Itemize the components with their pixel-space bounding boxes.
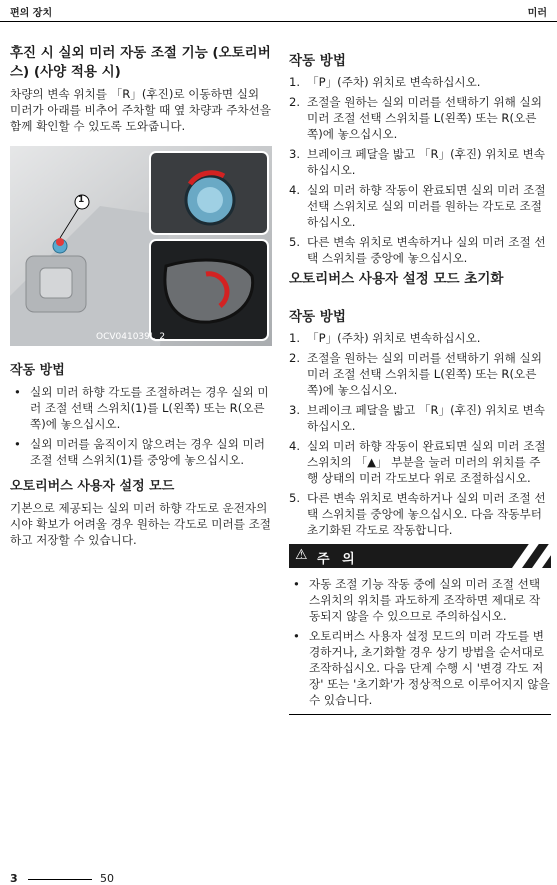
caution-bullet-list <box>289 576 551 708</box>
page-number: 50 <box>100 872 114 885</box>
step-item: 5. 다른 변속 위치로 변속하거나 실외 미러 조절 선택 스위치를 중앙에 놓으십시오. 다음 작동부터 초기화된 각도로 작동합니다. <box>289 491 546 537</box>
method-bullet-list <box>10 384 272 468</box>
method1-heading: 작동 방법 <box>289 53 346 69</box>
step-item: 2. 조절을 원하는 실외 미러를 선택하기 위해 실외 미러 조절 선택 스위치를 L(왼쪽) 또는 R(오른쪽)에 놓으십시오. <box>289 95 542 141</box>
intro-text: 차량의 변속 위치를 「R」(후진)로 이동하면 실외 미러가 아래를 비추어 주차할 때 옆 차량과 주차선을 함께 확인할 수 있도록 도와줍니다. <box>10 87 271 133</box>
list-item: • 자동 조절 기능 작동 중에 실외 미러 조절 선택 스위치의 위치를 과도하게 조작하면 제대로 작동되지 않을 수 있으므로 주의하십시오. <box>293 577 541 623</box>
step-item: 4. 실외 미러 하향 작동이 완료되면 실외 미러 조절 선택 스위치로 실외 미러를 원하는 각도로 조절하십시오. <box>289 183 546 229</box>
caution-end-rule <box>289 714 551 715</box>
method1-steps <box>289 74 551 266</box>
header-rule <box>0 21 557 22</box>
warning-triangle-icon: ⚠ <box>295 547 308 563</box>
page-title: 후진 시 실외 미러 자동 조절 기능 (오토리버스) (사양 적용 시) <box>10 45 271 80</box>
user-mode-text: 기본으로 제공되는 실외 미러 하향 각도로 운전자의 시야 확보가 어려울 경우 원하는 각도로 미러를 조절하고 저장할 수 있습니다. <box>10 501 271 547</box>
section-title: 편의 장치 <box>10 8 53 19</box>
caution-banner <box>289 544 551 568</box>
list-item: • 오토리버스 사용자 설정 모드의 미러 각도를 변경하거나, 초기화할 경우 상기 방법을 순서대로 조작하십시오. 다음 단계 수행 시 '변경 각도 저장' 또는 '초기화'가 정상적으로 이루어지지 않을 수 있습니다. <box>293 629 550 707</box>
left-column <box>10 44 272 548</box>
mirror-switch-figure <box>10 146 272 346</box>
figure-ref-code: OCV041039L_2 <box>96 332 166 342</box>
figure-illustration <box>10 146 272 346</box>
method-heading: 작동 방법 <box>10 363 65 378</box>
step-item: 1. 「P」(주차) 위치로 변속하십시오. <box>289 331 481 345</box>
reset-heading: 오토리버스 사용자 설정 모드 초기화 <box>289 271 504 287</box>
step-item: 4. 실외 미러 하향 작동이 완료되면 실외 미러 조절 스위치의 「▲」 부분을 눌러 미러의 위치를 주행 상태의 미러 각도보다 위로 조절하십시오. <box>289 439 546 485</box>
chapter-number: 3 <box>10 872 18 885</box>
topic-title: 미러 <box>527 8 547 19</box>
caution-label: 주 의 <box>317 552 359 567</box>
list-item: • 실외 미러를 움직이지 않으려는 경우 실외 미러 조절 선택 스위치(1)를 중앙에 놓으십시오. <box>14 437 265 467</box>
right-column <box>289 52 551 715</box>
callout-number: 1 <box>78 195 85 205</box>
method2-steps <box>289 330 551 538</box>
step-item: 1. 「P」(주차) 위치로 변속하십시오. <box>289 75 481 89</box>
step-item: 3. 브레이크 페달을 밟고 「R」(후진) 위치로 변속하십시오. <box>289 403 545 433</box>
page-header <box>0 0 557 22</box>
method2-heading: 작동 방법 <box>289 309 346 325</box>
user-mode-heading: 오토리버스 사용자 설정 모드 <box>10 479 175 494</box>
step-item: 3. 브레이크 페달을 밟고 「R」(후진) 위치로 변속하십시오. <box>289 147 545 177</box>
step-item: 2. 조절을 원하는 실외 미러를 선택하기 위해 실외 미러 조절 선택 스위치를 L(왼쪽) 또는 R(오른쪽)에 놓으십시오. <box>289 351 542 397</box>
step-item: 5. 다른 변속 위치로 변속하거나 실외 미러 조절 선택 스위치를 중앙에 놓으십시오. <box>289 235 546 265</box>
footer-rule <box>28 879 92 880</box>
list-item: • 실외 미러 하향 각도를 조절하려는 경우 실외 미러 조절 선택 스위치(1)를 L(왼쪽) 또는 R(오른쪽)에 놓으십시오. <box>14 385 269 431</box>
